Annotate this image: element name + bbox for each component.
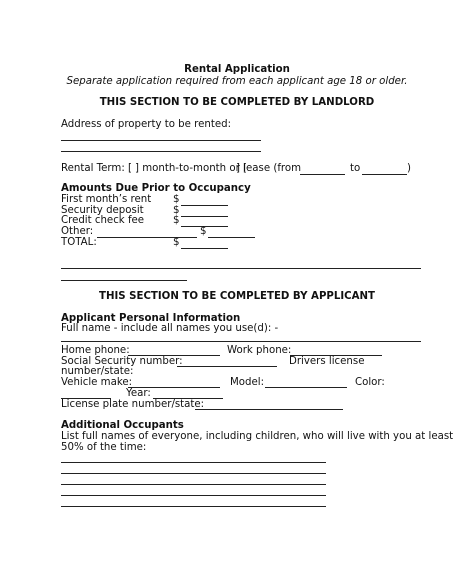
total-field[interactable] [181, 248, 228, 249]
color-label: Color: [355, 377, 385, 388]
amount-currency: $ [200, 226, 207, 237]
ssn-field[interactable] [177, 366, 277, 367]
page-title: Rental Application [184, 64, 290, 75]
occupants-text-1: List full names of everyone, including children, who will live with you at least [61, 431, 454, 442]
amount-label: Other: [61, 226, 94, 237]
full-name-line[interactable] [61, 341, 421, 342]
ssn-label: Social Security number: [61, 356, 183, 367]
lease-to-label: to [350, 163, 361, 174]
first-month-rent-field[interactable] [181, 205, 228, 206]
amount-currency: $ [173, 237, 180, 248]
work-phone-label: Work phone: [227, 345, 292, 356]
occupant-line[interactable] [61, 506, 326, 507]
amount-label: First month’s rent [61, 194, 152, 205]
lease-from-field[interactable] [300, 174, 345, 175]
year-label: Year: [126, 388, 151, 399]
amount-label: TOTAL: [61, 237, 97, 248]
amount-label: Credit check fee [61, 215, 145, 226]
amount-currency: $ [173, 194, 180, 205]
amount-label: Security deposit [61, 205, 144, 216]
model-field[interactable] [265, 387, 347, 388]
occupants-heading: Additional Occupants [61, 420, 184, 431]
amount-currency: $ [173, 215, 180, 226]
other-amount-field[interactable] [208, 237, 255, 238]
occupant-line[interactable] [61, 495, 326, 496]
amounts-heading: Amounts Due Prior to Occupancy [61, 183, 251, 194]
address-label: Address of property to be rented: [61, 119, 232, 130]
occupants-text-2: 50% of the time: [61, 442, 147, 453]
lease-close-paren: ) [407, 163, 411, 174]
occupant-line[interactable] [61, 462, 326, 463]
license-plate-label: License plate number/state: [61, 399, 205, 410]
personal-info-heading: Applicant Personal Information [61, 313, 241, 324]
occupant-line[interactable] [61, 484, 326, 485]
landlord-signature-line[interactable] [61, 268, 421, 269]
number-state-label: number/state: [61, 366, 134, 377]
drivers-license-label: Drivers license [289, 356, 365, 367]
rental-term-label: Rental Term: [ [61, 163, 132, 174]
page-subtitle: Separate application required from each applicant age 18 or older. [66, 76, 408, 87]
full-name-label: Full name - include all names you use(d): - [61, 323, 279, 334]
landlord-section-heading: THIS SECTION TO BE COMPLETED BY LANDLORD [99, 97, 375, 108]
lease-option[interactable]: ] lease (from [236, 163, 302, 174]
address-line-1[interactable] [61, 140, 261, 141]
month-to-month-option[interactable]: ] month-to-month or [ [135, 163, 247, 174]
applicant-section-heading: THIS SECTION TO BE COMPLETED BY APPLICANT [99, 291, 375, 302]
model-label: Model: [230, 377, 265, 388]
security-deposit-field[interactable] [181, 216, 228, 217]
occupant-line[interactable] [61, 473, 326, 474]
address-line-2[interactable] [61, 151, 261, 152]
lease-to-field[interactable] [362, 174, 407, 175]
home-phone-label: Home phone: [61, 345, 130, 356]
amount-currency: $ [173, 205, 180, 216]
other-description-field[interactable] [97, 237, 197, 238]
vehicle-make-label: Vehicle make: [61, 377, 133, 388]
landlord-date-line[interactable] [61, 280, 187, 281]
license-plate-field[interactable] [195, 409, 343, 410]
